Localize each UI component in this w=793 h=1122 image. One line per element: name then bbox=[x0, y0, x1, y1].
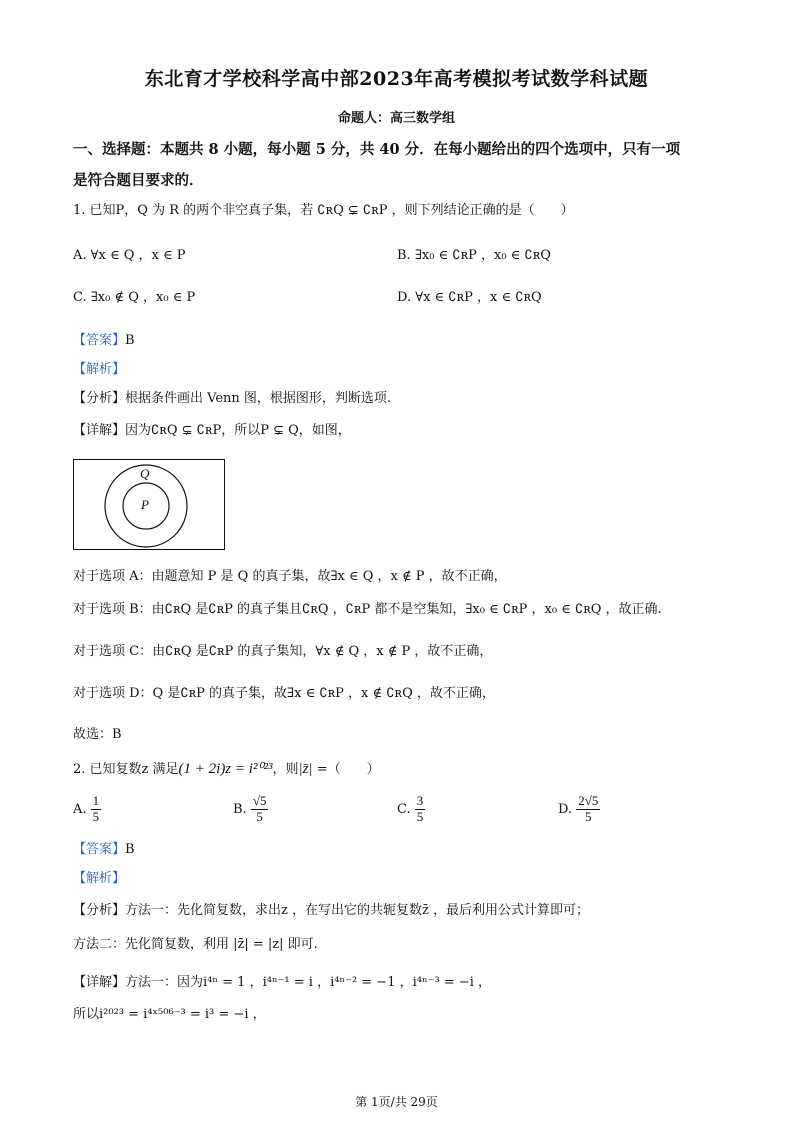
answer-tag: 【答案】 bbox=[73, 842, 126, 857]
q2-analysis-line bbox=[73, 899, 589, 918]
q2-modulus: |z̄| bbox=[298, 761, 313, 777]
section-heading-line1: 一、选择题：本题共 8 小题，每小题 5 分，共 40 分．在每小题给出的四个选项中，只有一项 bbox=[73, 141, 681, 158]
q1-choose: 故选：B bbox=[73, 727, 122, 742]
fraction-numerator: 2√5 bbox=[578, 793, 599, 808]
q1-explain-a: 对于选项 A：由题意知 P 是 Q 的真子集，故∃x ∈ Q ，x ∉ P ，故不正确， bbox=[73, 569, 507, 584]
fraction-numerator: 3 bbox=[416, 793, 424, 808]
fraction-denominator: 5 bbox=[585, 808, 592, 824]
page-footer: 第 1页/共 29页 bbox=[355, 1095, 438, 1109]
q2-jiexi-tag: 【解析】 bbox=[73, 871, 126, 886]
q2-option-c-label: C. bbox=[397, 801, 411, 817]
q1-jiexi-tag: 【解析】 bbox=[73, 362, 126, 377]
q2-option-d-label: D. bbox=[558, 801, 573, 817]
venn-label-p: P bbox=[141, 497, 149, 512]
author-line: 命题人：高三数学组 bbox=[337, 111, 455, 126]
q2-option-d bbox=[558, 794, 600, 825]
q1-answer-line bbox=[73, 329, 135, 348]
q2-equation: (1 + 2i)z = i²⁰²³ bbox=[178, 761, 273, 777]
answer-value: B bbox=[125, 842, 135, 857]
fraction-denominator: 5 bbox=[256, 808, 263, 824]
fraction-denominator: 5 bbox=[92, 808, 100, 824]
venn-diagram bbox=[73, 459, 225, 550]
q2-option-d-fraction bbox=[576, 794, 600, 825]
q1-stem: 1. 已知P，Q 为 R 的两个非空真子集，若 ∁ʀQ ⊊ ∁ʀP ，则下列结论正确的是（ ） bbox=[73, 203, 574, 218]
fraction-denominator: 5 bbox=[416, 808, 424, 824]
q2-option-a-fraction bbox=[91, 794, 102, 825]
q1-option-d: D. ∀x ∈ ∁ʀP ，x ∈ ∁ʀQ bbox=[397, 290, 542, 305]
fraction-numerator: √5 bbox=[252, 793, 267, 808]
venn-label-q: Q bbox=[140, 466, 150, 481]
q1-option-c: C. ∃x₀ ∉ Q ，x₀ ∈ P bbox=[73, 290, 196, 305]
q2-stem-part2: ，则 bbox=[272, 762, 299, 777]
q1-explain-b: 对于选项 B：由∁ʀQ 是∁ʀP 的真子集且∁ʀQ ，∁ʀP 都不是空集知，∃x₀ ∈ ∁ʀP ，x₀ ∈ ∁ʀQ ，故正确. bbox=[73, 602, 662, 617]
q2-stem-part1: 2. 已知复数z 满足 bbox=[73, 762, 179, 777]
q1-detail-line bbox=[73, 419, 351, 438]
q2-stem-part3: =（ ） bbox=[312, 762, 380, 777]
fraction-numerator: 1 bbox=[92, 793, 100, 808]
q1-explain-c: 对于选项 C：由∁ʀQ 是∁ʀP 的真子集知，∀x ∉ Q ，x ∉ P ，故不正确， bbox=[73, 644, 493, 659]
q2-option-c bbox=[397, 794, 425, 825]
detail-text: 因为∁ʀQ ⊊ ∁ʀP，所以P ⊊ Q，如图， bbox=[125, 423, 351, 438]
q2-detail-line bbox=[73, 971, 491, 990]
q2-option-b-fraction bbox=[251, 794, 269, 825]
analysis-tag: 【分析】 bbox=[73, 903, 126, 918]
detail-text: 方法一：因为i⁴ⁿ = 1 ，i⁴ⁿ⁻¹ = i ，i⁴ⁿ⁻² = −1 ，i⁴ⁿ⁻³ = −i ， bbox=[125, 975, 492, 990]
q1-analysis-line bbox=[73, 387, 391, 406]
section-heading-line2: 是符合题目要求的． bbox=[73, 172, 204, 189]
detail-tag: 【详解】 bbox=[73, 975, 126, 990]
answer-tag: 【答案】 bbox=[73, 333, 126, 348]
analysis-text: 根据条件画出 Venn 图，根据图形，判断选项. bbox=[125, 391, 392, 406]
q2-answer-line bbox=[73, 838, 135, 857]
q2-option-c-fraction bbox=[415, 794, 426, 825]
q2-option-b bbox=[233, 794, 268, 825]
page-title: 东北育才学校科学高中部2023年高考模拟考试数学科试题 bbox=[144, 68, 649, 90]
q2-detail-line2: 所以i²⁰²³ = i⁴ˣ⁵⁰⁶⁻³ = i³ = −i ， bbox=[73, 1007, 266, 1022]
q1-explain-d: 对于选项 D：Q 是∁ʀP 的真子集，故∃x ∈ ∁ʀP ，x ∉ ∁ʀQ ，故不正确， bbox=[73, 686, 495, 701]
answer-value: B bbox=[125, 333, 135, 348]
analysis-text: 方法一：先化简复数，求出z ，在写出它的共轭复数z̄ ，最后利用公式计算即可； bbox=[125, 903, 589, 918]
q2-option-a bbox=[73, 794, 101, 825]
q2-method2: 方法二：先化简复数，利用 |z̄| = |z| 即可. bbox=[73, 937, 318, 952]
q2-option-a-label: A. bbox=[73, 801, 87, 817]
q1-option-b: B. ∃x₀ ∈ ∁ʀP ，x₀ ∈ ∁ʀQ bbox=[397, 248, 551, 263]
q2-stem bbox=[73, 758, 380, 778]
analysis-tag: 【分析】 bbox=[73, 391, 126, 406]
q2-option-b-label: B. bbox=[233, 801, 247, 817]
q1-option-a: A. ∀x ∈ Q ，x ∈ P bbox=[73, 248, 186, 263]
detail-tag: 【详解】 bbox=[73, 423, 126, 438]
